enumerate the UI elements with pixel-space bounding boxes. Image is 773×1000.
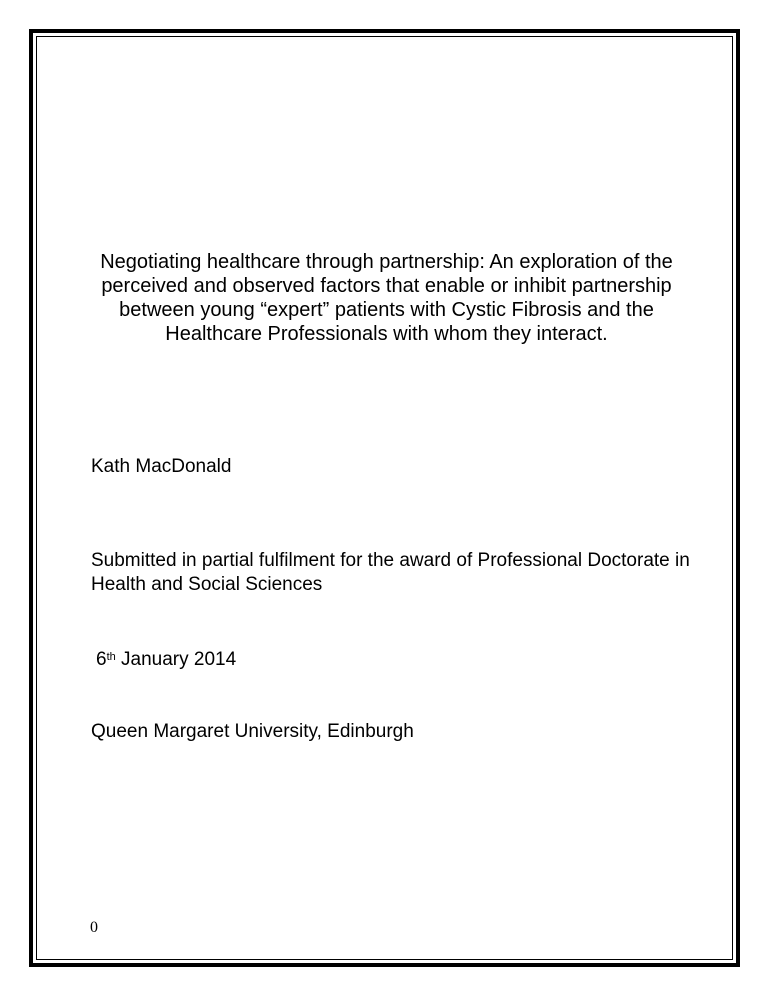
page-border-inner xyxy=(36,36,733,960)
submission-statement: Submitted in partial fulfilment for the award of Professional Doctorate in Health and Social Sciences xyxy=(91,550,690,595)
author-name: Kath MacDonald xyxy=(91,456,232,477)
date-day-suffix: th xyxy=(106,651,116,663)
document-title: Negotiating healthcare through partnership: An exploration of the perceived and observed factors that enable or inhibit partnership between young “expert” patients with Cystic Fibrosis and the Healthcare Professionals with whom they interact. xyxy=(100,251,673,345)
page-number: 0 xyxy=(90,919,98,936)
date-month-year: January 2014 xyxy=(115,649,237,670)
date-day: 6 xyxy=(96,649,107,670)
submission-date xyxy=(96,648,236,672)
institution-name: Queen Margaret University, Edinburgh xyxy=(91,721,414,742)
